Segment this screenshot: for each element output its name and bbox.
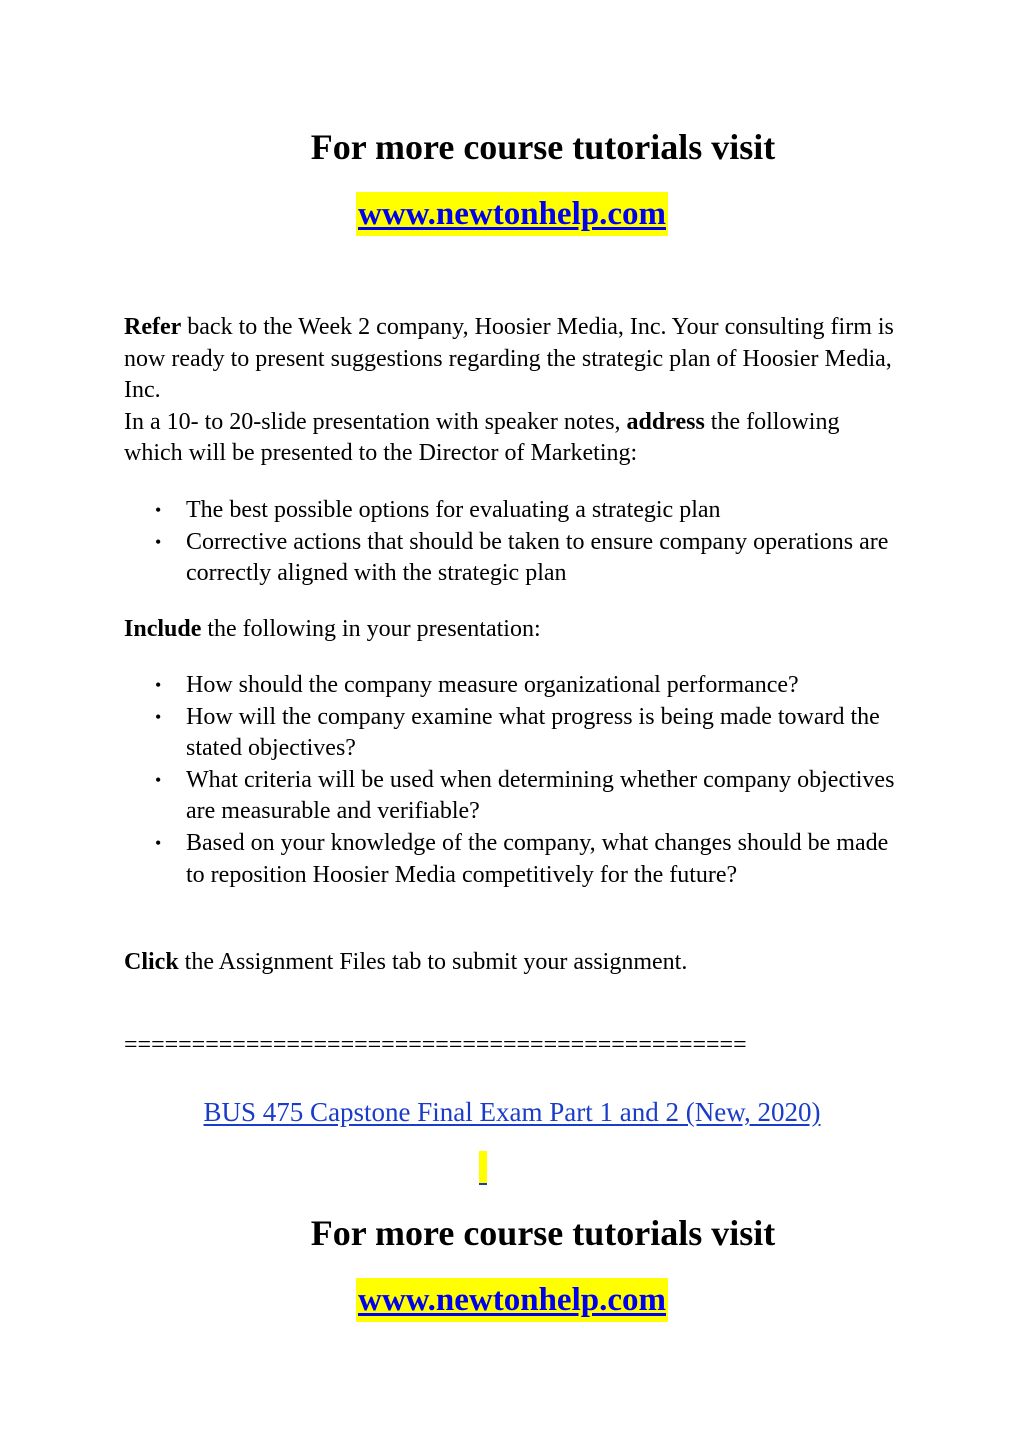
list-item: • Based on your knowledge of the company, what changes should be made to reposition Hoosier Media competitively for the future? <box>155 829 889 888</box>
bullet-icon: • <box>155 706 162 727</box>
footer-title: For more course tutorials visit <box>310 1213 776 1253</box>
header-url-container <box>0 192 1024 236</box>
include-list <box>124 670 904 891</box>
course-link-container <box>0 1094 1024 1130</box>
list-item: • Corrective actions that should be taken to ensure company operations are correctly aligned with the strategic plan <box>155 528 889 587</box>
header-title: For more course tutorials visit <box>310 127 776 167</box>
intro-line2-start: In a 10- to 20-slide presentation with speaker notes, <box>124 408 627 435</box>
highlight-marker-underline <box>479 1183 487 1185</box>
intro-line2-rest: the following which will be presented to the Director of Marketing: <box>124 408 840 467</box>
click-paragraph <box>124 947 904 979</box>
list-item: • How should the company measure organizational performance? <box>124 670 904 702</box>
click-bold: Click <box>124 949 179 975</box>
course-link[interactable]: BUS 475 Capstone Final Exam Part 1 and 2 (New, 2020) <box>203 1097 821 1127</box>
bullet-icon: • <box>155 675 162 695</box>
list-item: • The best possible options for evaluating a strategic plan <box>124 495 904 527</box>
address-list <box>124 495 904 590</box>
footer-url-link[interactable]: www.newtonhelp.com <box>356 1278 668 1322</box>
divider-line: ============================================== <box>124 1032 747 1058</box>
highlight-marker <box>479 1151 487 1183</box>
include-paragraph <box>124 614 904 646</box>
bullet-icon: • <box>155 832 162 853</box>
intro-line1-text: back to the Week 2 company, Hoosier Media, Inc. Your consulting firm is now ready to present suggestions regarding the strategic plan of Hoosier Media, Inc. <box>124 314 894 404</box>
click-text: the Assignment Files tab to submit your assignment. <box>178 949 688 975</box>
footer-url-container <box>0 1278 1024 1322</box>
list-item: • What criteria will be used when determining whether company objectives are measurable and verifiable? <box>155 766 895 825</box>
intro-address-bold: address <box>626 408 705 435</box>
include-text: the following in your presentation: <box>201 616 541 642</box>
intro-refer-bold: Refer <box>124 314 182 340</box>
bullet-icon: • <box>155 500 162 520</box>
header-url-link[interactable]: www.newtonhelp.com <box>356 192 668 236</box>
include-bold: Include <box>124 616 202 642</box>
list-item: • How will the company examine what progress is being made toward the stated objectives? <box>155 703 880 762</box>
bullet-icon: • <box>155 531 162 552</box>
intro-paragraph <box>124 312 904 470</box>
bullet-icon: • <box>155 769 162 790</box>
